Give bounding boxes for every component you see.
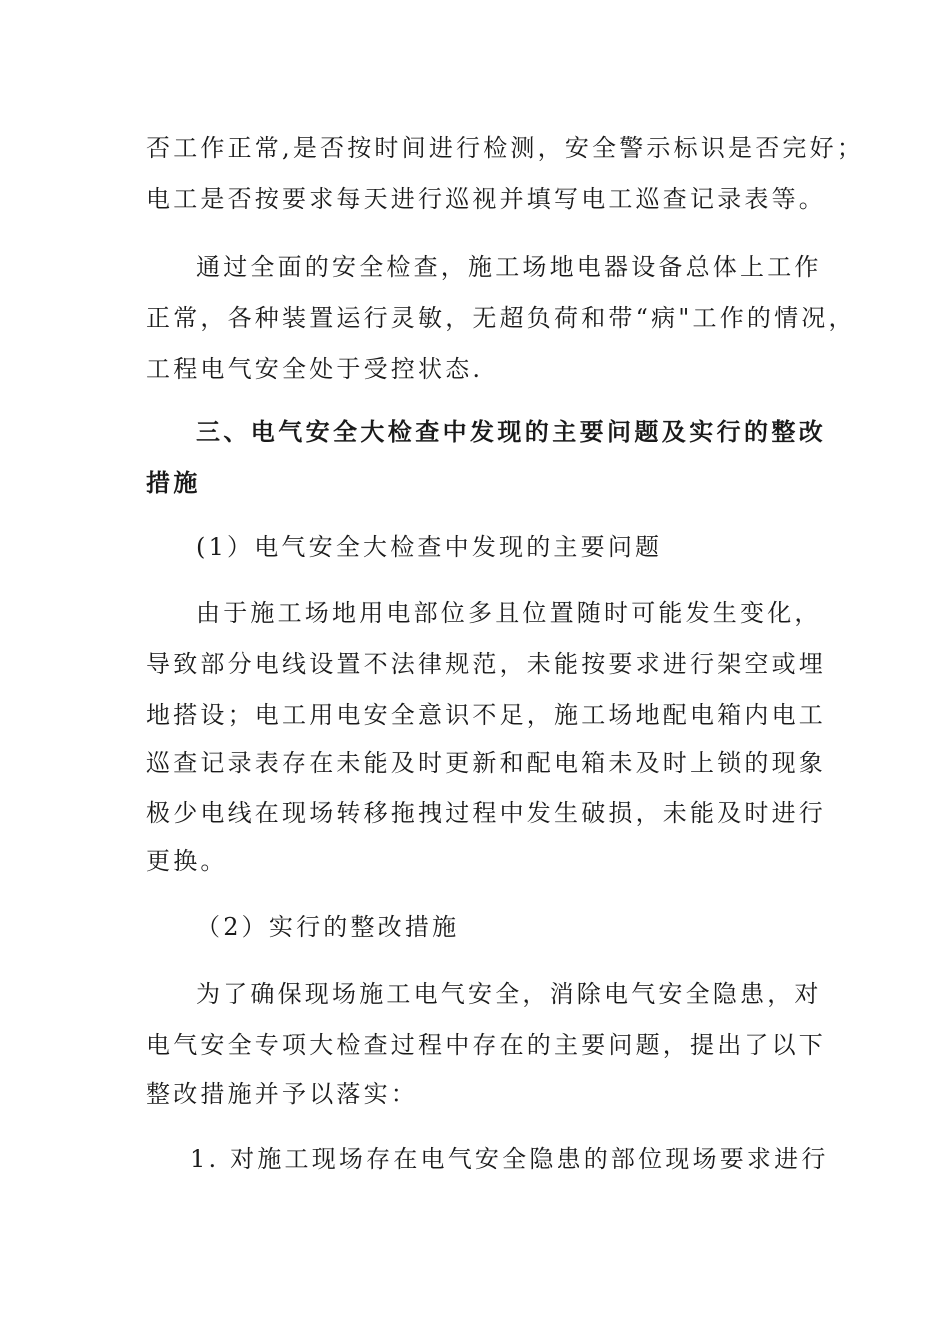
paragraph-2-line-3: 工程电气安全处于受控状态. bbox=[146, 355, 484, 383]
section-heading-line-1: 三、电气安全大检查中发现的主要问题及实行的整改 bbox=[196, 417, 827, 446]
paragraph-2-line-2: 正常，各种装置运行灵敏，无超负荷和带“病"工作的情况， bbox=[146, 304, 856, 332]
paragraph-1-line-2: 电工是否按要求每天进行巡视并填写电工巡查记录表等。 bbox=[146, 185, 826, 213]
paragraph-3-line-3: 地搭设；电工用电安全意识不足，施工场地配电箱内电工 bbox=[146, 701, 826, 729]
paragraph-3-line-1: 由于施工场地用电部位多且位置随时可能发生变化， bbox=[196, 599, 822, 627]
paragraph-3-line-6: 更换。 bbox=[146, 847, 228, 875]
paragraph-4-line-1: 为了确保现场施工电气安全，消除电气安全隐患，对 bbox=[196, 980, 822, 1008]
section-heading-line-2: 措施 bbox=[146, 468, 201, 497]
paragraph-4-line-2: 电气安全专项大检查过程中存在的主要问题，提出了以下 bbox=[146, 1031, 826, 1059]
paragraph-1-line-1: 否工作正常,是否按时间进行检测，安全警示标识是否完好； bbox=[146, 134, 865, 162]
paragraph-3-line-2: 导致部分电线设置不法律规范，未能按要求进行架空或埋 bbox=[146, 650, 826, 678]
paragraph-2-line-1: 通过全面的安全检查，施工场地电器设备总体上工作 bbox=[196, 253, 822, 281]
list-item-1: 1. 对施工现场存在电气安全隐患的部位现场要求进行 bbox=[190, 1145, 829, 1173]
paragraph-3-line-5: 极少电线在现场转移拖拽过程中发生破损，未能及时进行 bbox=[146, 799, 826, 827]
paragraph-4-line-3: 整改措施并予以落实： bbox=[146, 1080, 418, 1108]
subsection-1-title: (1）电气安全大检查中发现的主要问题 bbox=[196, 533, 663, 561]
paragraph-3-line-4: 巡查记录表存在未能及时更新和配电箱未及时上锁的现象 bbox=[146, 749, 826, 777]
subsection-2-title: （2）实行的整改措施 bbox=[196, 913, 460, 941]
